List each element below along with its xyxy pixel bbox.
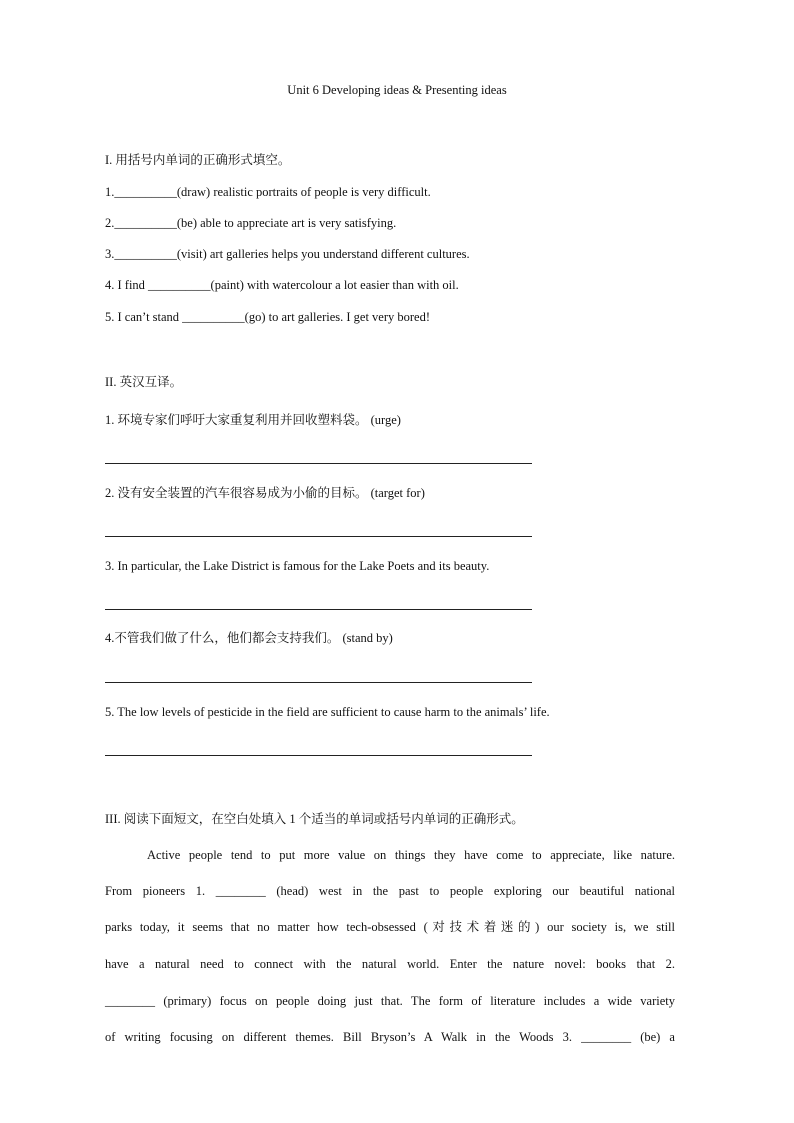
passage-line-4: have a natural need to connect with the natural world. Enter the nature novel: books that 2.: [105, 957, 675, 971]
section-2-heading: II. 英汉互译。: [105, 375, 183, 389]
passage-line-5: ________ (primary) focus on people doing just that. The form of literature includes a wide variety: [105, 994, 675, 1008]
passage-line-3: parks today, it seems that no matter how tech-obsessed (对技术着迷的) our society is, we still: [105, 920, 675, 934]
fill-blank-item-2: 2.__________(be) able to appreciate art is very satisfying.: [105, 216, 397, 230]
translation-item-3: 3. In particular, the Lake District is famous for the Lake Poets and its beauty.: [105, 559, 490, 573]
fill-blank-item-4: 4. I find __________(paint) with watercolour a lot easier than with oil.: [105, 278, 459, 292]
answer-line-3: [105, 609, 532, 610]
answer-line-1: [105, 463, 532, 464]
translation-item-4: 4.不管我们做了什么，他们都会支持我们。 (stand by): [105, 631, 393, 645]
page-title: Unit 6 Developing ideas & Presenting ideas: [287, 83, 507, 97]
fill-blank-item-3: 3.__________(visit) art galleries helps you understand different cultures.: [105, 247, 470, 261]
passage-line-6: of writing focusing on different themes. Bill Bryson’s A Walk in the Woods 3. ________ (be) a: [105, 1030, 675, 1044]
translation-item-5: 5. The low levels of pesticide in the field are sufficient to cause harm to the animals’ life.: [105, 705, 550, 719]
translation-item-1: 1. 环境专家们呼吁大家重复利用并回收塑料袋。 (urge): [105, 413, 401, 427]
passage-line-1: Active people tend to put more value on things they have come to appreciate, like nature.: [147, 848, 675, 862]
answer-line-5: [105, 755, 532, 756]
answer-line-4: [105, 682, 532, 683]
passage-line-2: From pioneers 1. ________ (head) west in the past to people exploring our beautiful national: [105, 884, 675, 898]
answer-line-2: [105, 536, 532, 537]
section-1-heading: I. 用括号内单词的正确形式填空。: [105, 153, 291, 167]
translation-item-2: 2. 没有安全装置的汽车很容易成为小偷的目标。 (target for): [105, 486, 425, 500]
section-3-heading: III. 阅读下面短文，在空白处填入 1 个适当的单词或括号内单词的正确形式。: [105, 812, 524, 826]
fill-blank-item-5: 5. I can’t stand __________(go) to art galleries. I get very bored!: [105, 310, 431, 324]
fill-blank-item-1: 1.__________(draw) realistic portraits of people is very difficult.: [105, 185, 431, 199]
